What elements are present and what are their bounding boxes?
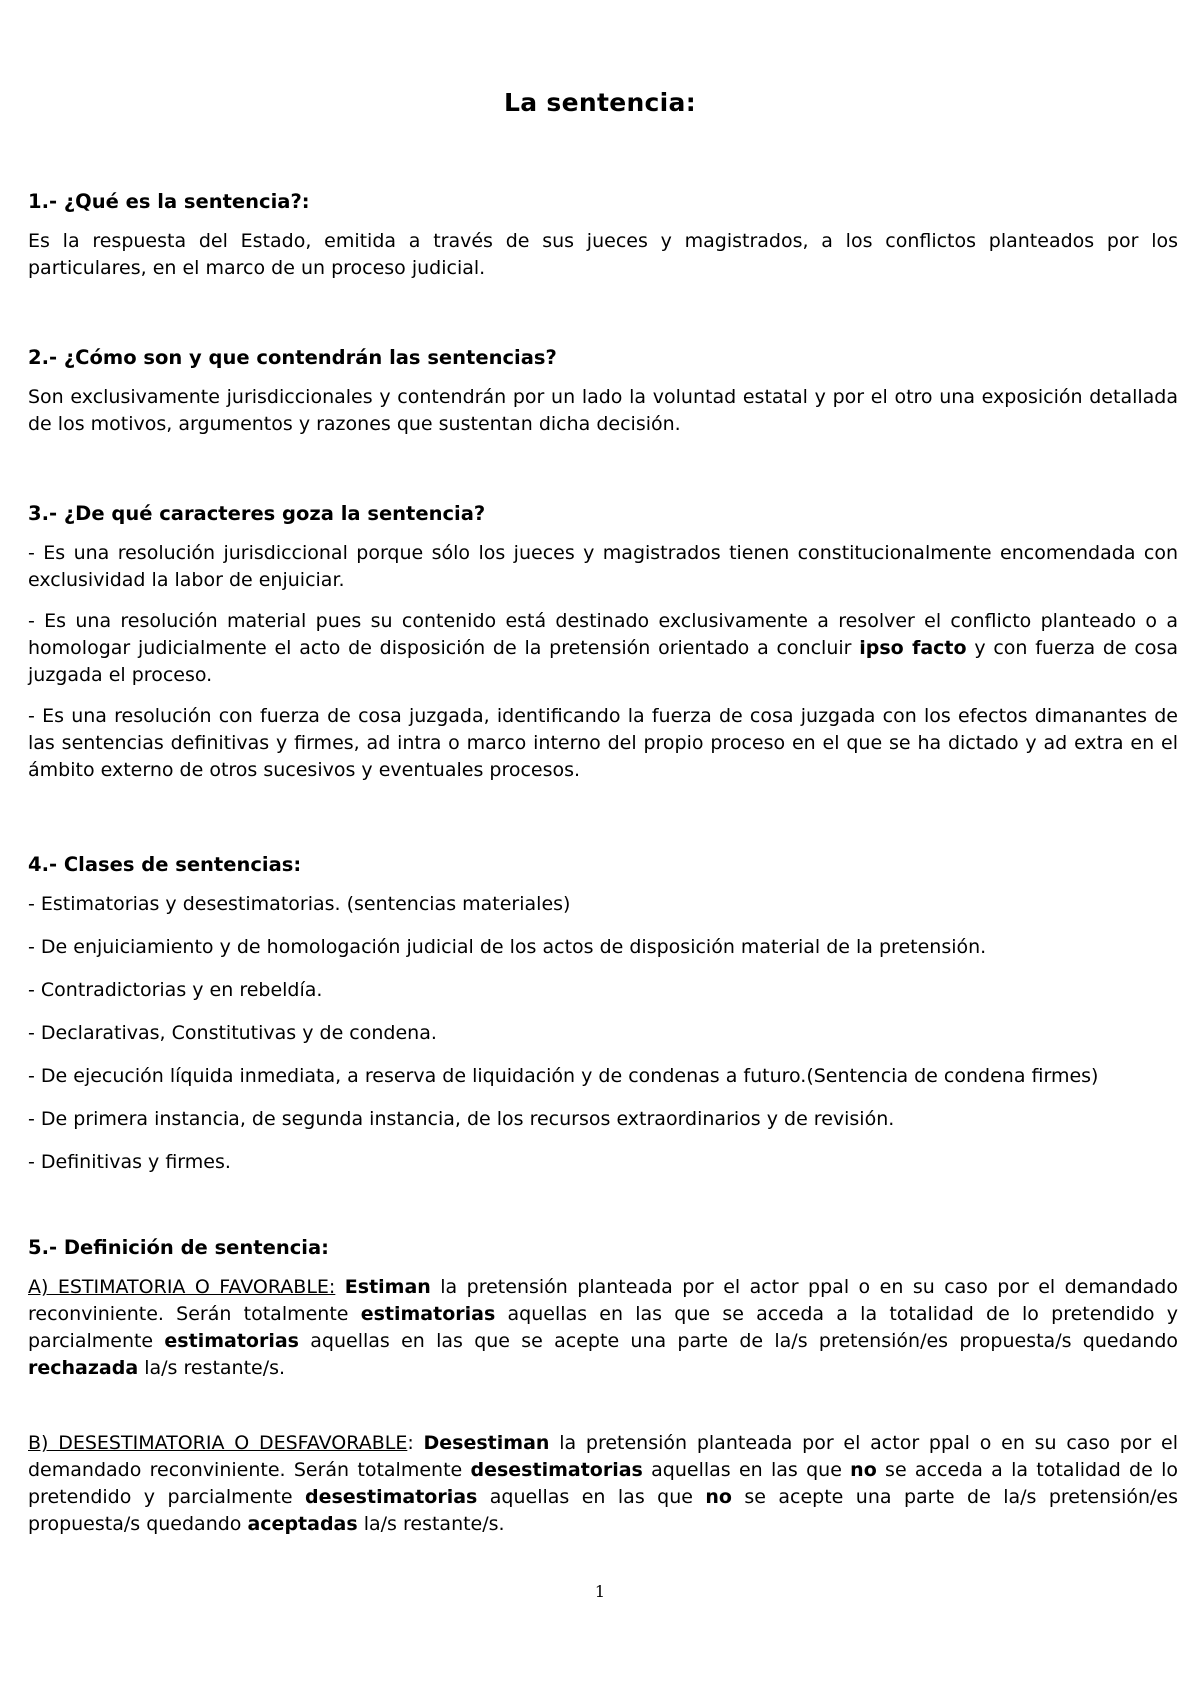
- text-run: la pretensión planteada por el actor ppal o en su caso por el demandado reconviniente. Serán totalmente: [28, 1432, 1178, 1481]
- text-run: se acepte una parte de la/s pretensión/es propuesta/s quedando: [28, 1486, 1179, 1535]
- text-run: la/s restante/s.: [357, 1513, 505, 1535]
- bold-term: aceptadas: [247, 1513, 358, 1535]
- list-item: - De enjuiciamiento y de homologación judicial de los actos de disposición material de la pretensión.: [28, 936, 987, 958]
- bold-term: desestimatorias: [470, 1459, 643, 1481]
- definition-estimatoria: [28, 1274, 1178, 1382]
- section-heading: 3.- ¿De qué caracteres goza la sentencia?: [28, 502, 486, 525]
- list-item: - De primera instancia, de segunda instancia, de los recursos extraordinarios y de revisión.: [28, 1108, 895, 1130]
- bold-term: rechazada: [28, 1357, 139, 1379]
- definition-desestimatoria: [28, 1430, 1178, 1538]
- text-run: [335, 1276, 344, 1298]
- text-run: y con fuerza de cosa juzgada el proceso.: [28, 637, 1178, 686]
- page-number: 1: [594, 1582, 606, 1601]
- section-characteristics: [28, 502, 1178, 798]
- definition-label: B) DESESTIMATORIA O DESFAVORABLE: [28, 1432, 408, 1454]
- bold-term: Desestiman: [423, 1432, 550, 1454]
- section-classes: [28, 853, 1178, 1192]
- text-run: aquellas en las que se acepte una parte de la/s pretensión/es propuesta/s quedando: [298, 1330, 1179, 1352]
- list-item: - Contradictorias y en rebeldía.: [28, 979, 323, 1001]
- text-run: la pretensión planteada por el actor ppal o en su caso por el demandado reconviniente. Serán totalmente: [28, 1276, 1178, 1325]
- section-heading: 1.- ¿Qué es la sentencia?:: [28, 190, 310, 213]
- text-run: la/s restante/s.: [138, 1357, 286, 1379]
- bold-term: ipso facto: [859, 637, 967, 659]
- list-item: - Estimatorias y desestimatorias. (sentencias materiales): [28, 893, 571, 915]
- definition-label: A) ESTIMATORIA O FAVORABLE:: [28, 1276, 336, 1298]
- text-run: aquellas en las que: [477, 1486, 706, 1508]
- text-run: aquellas en las que: [642, 1459, 851, 1481]
- bold-term: desestimatorias: [305, 1486, 478, 1508]
- section-content: [28, 346, 1178, 452]
- section-paragraph: Son exclusivamente jurisdiccionales y contendrán por un lado la voluntad estatal y por el otro una exposición detallada de los motivos, argumentos y razones que sustentan dicha decisión.: [28, 386, 1178, 435]
- bold-term: no: [705, 1486, 732, 1508]
- section-paragraph: - Es una resolución con fuerza de cosa juzgada, identificando la fuerza de cosa juzgada con los efectos dimanantes de las sentencias definitivas y firmes, ad intra o marco interno del propio proceso en el que se ha dictado y ad extra en el ámbito externo de otros sucesivos y eventuales procesos.: [28, 705, 1178, 781]
- section-definition-types: [28, 1236, 1178, 1552]
- section-paragraph: [28, 608, 1178, 689]
- section-paragraph: - Es una resolución jurisdiccional porque sólo los jueces y magistrados tienen constitucionalmente encomendada con exclusividad la labor de enjuiciar.: [28, 542, 1178, 591]
- text-run: aquellas en las que se acceda a la totalidad de lo pretendido y parcialmente: [28, 1303, 1178, 1352]
- bold-term: estimatorias: [164, 1330, 299, 1352]
- list-item: - Definitivas y firmes.: [28, 1151, 231, 1173]
- text-run: :: [407, 1432, 424, 1454]
- section-paragraph: Es la respuesta del Estado, emitida a través de sus jueces y magistrados, a los conflictos planteados por los particulares, en el marco de un proceso judicial.: [28, 230, 1178, 279]
- section-definition: [28, 190, 1178, 296]
- bold-term: Estiman: [344, 1276, 431, 1298]
- list-item: - De ejecución líquida inmediata, a reserva de liquidación y de condenas a futuro.(Sentencia de condena firmes): [28, 1065, 1099, 1087]
- document-title: La sentencia:: [504, 88, 696, 117]
- bold-term: estimatorias: [360, 1303, 496, 1325]
- section-heading: 5.- Definición de sentencia:: [28, 1236, 329, 1259]
- section-heading: 4.- Clases de sentencias:: [28, 853, 302, 876]
- section-heading: 2.- ¿Cómo son y que contendrán las sentencias?: [28, 346, 557, 369]
- text-run: se acceda a la totalidad de lo pretendido y parcialmente: [28, 1459, 1178, 1508]
- list-item: - Declarativas, Constitutivas y de condena.: [28, 1022, 437, 1044]
- text-run: - Es una resolución material pues su contenido está destinado exclusivamente a resolver el conflicto planteado o a homologar judicialmente el acto de disposición de la pretensión orientado a concluir: [28, 610, 1178, 659]
- bold-term: no: [850, 1459, 877, 1481]
